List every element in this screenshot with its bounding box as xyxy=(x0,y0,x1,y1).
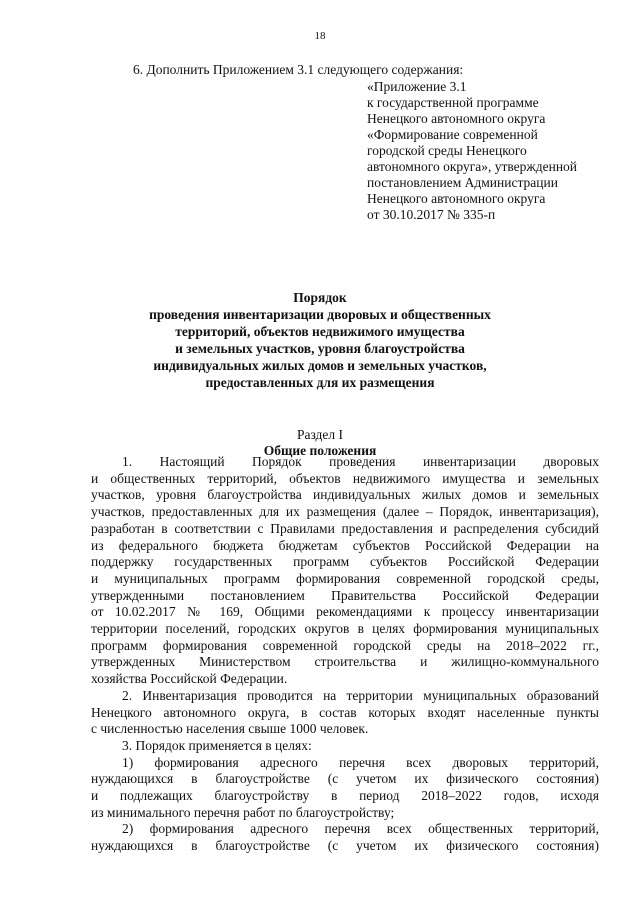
paragraph-line: программ формирования современной городской среды на 2018–2022 гг., xyxy=(91,637,599,653)
paragraph-line: Ненецкого автономного округа, в состав которых входят населенные пункты xyxy=(91,704,599,720)
appendix-line: автономного округа», утвержденной xyxy=(367,159,578,174)
paragraph-line: участков, предоставленных для их размещения (далее – Порядок, инвентаризация), xyxy=(91,504,599,520)
paragraph-line: утвержденными постановлением Правительства Российской Федерации xyxy=(91,587,599,603)
paragraph-line: и подлежащих благоустройству в период 2018–2022 годов, исходя xyxy=(91,788,599,804)
appendix-line: городской среды Ненецкого xyxy=(367,143,527,158)
appendix-line: «Формирование современной xyxy=(367,127,538,142)
paragraph-line: территории поселений, городских округов в целях формирования муниципальных xyxy=(91,621,599,637)
paragraph-line: поддержку государственных программ субъектов Российской Федерации xyxy=(91,554,599,570)
page-number: 18 xyxy=(314,30,326,42)
paragraph-line: нуждающихся в благоустройстве (с учетом их физического состояния) xyxy=(91,838,599,854)
paragraph-line: нуждающихся в благоустройстве (с учетом их физического состояния) xyxy=(91,771,599,787)
appendix-line: Ненецкого автономного округа xyxy=(367,191,546,206)
appendix-line: «Приложение 3.1 xyxy=(367,79,467,94)
title-line: проведения инвентаризации дворовых и общественных xyxy=(149,307,491,322)
paragraph-line: из минимального перечня работ по благоустройству; xyxy=(91,804,395,820)
body-text xyxy=(91,454,599,855)
appendix-line: постановлением Администрации xyxy=(367,175,558,190)
paragraph-line: 1) формирования адресного перечня всех дворовых территорий, xyxy=(122,754,599,770)
paragraph-line: с численностью населения свыше 1000 человек. xyxy=(91,721,369,737)
title-line: индивидуальных жилых домов и земельных участков, xyxy=(153,358,487,373)
paragraph-line: и общественных территорий, объектов недвижимого имущества и земельных xyxy=(91,470,599,486)
paragraph-line: 3. Порядок применяется в целях: xyxy=(122,737,312,753)
appendix-line: от 30.10.2017 № 335-п xyxy=(367,207,496,222)
paragraph-line: из федерального бюджета бюджетам субъектов Российской Федерации на xyxy=(91,537,599,553)
paragraph-line: 2) формирования адресного перечня всех общественных территорий, xyxy=(122,821,599,837)
document-title xyxy=(40,289,600,391)
section-heading: Общие положения xyxy=(263,443,377,458)
paragraph-line: разработан в соответствии с Правилами предоставления и распределения субсидий xyxy=(91,520,599,536)
paragraph-line: хозяйства Российской Федерации. xyxy=(91,671,288,687)
section-label: Раздел I xyxy=(296,427,344,442)
appendix-line: к государственной программе xyxy=(367,95,539,110)
paragraph-line: участков, уровня благоустройства индивидуальных жилых домов и земельных xyxy=(91,487,599,503)
paragraph-line: и муниципальных программ формирования современной городской среды, xyxy=(91,570,599,586)
title-line: территорий, объектов недвижимого имущества xyxy=(175,324,465,339)
amendment-intro: 6. Дополнить Приложением 3.1 следующего содержания: xyxy=(133,62,464,77)
appendix-line: Ненецкого автономного округа xyxy=(367,111,546,126)
appendix-header xyxy=(367,79,617,223)
title-line: и земельных участков, уровня благоустройства xyxy=(175,341,465,356)
paragraph-line: 2. Инвентаризация проводится на территории муниципальных образований xyxy=(122,687,599,703)
paragraph-line: от 10.02.2017 № 169, Общими рекомендациями к процессу инвентаризации xyxy=(91,604,599,620)
title-line: Порядок xyxy=(293,290,347,305)
paragraph-line: 1. Настоящий Порядок проведения инвентаризации дворовых xyxy=(122,454,599,469)
title-line: предоставленных для их размещения xyxy=(205,375,435,390)
paragraph-line: утвержденных Министерством строительства и жилищно-коммунального xyxy=(91,654,599,670)
